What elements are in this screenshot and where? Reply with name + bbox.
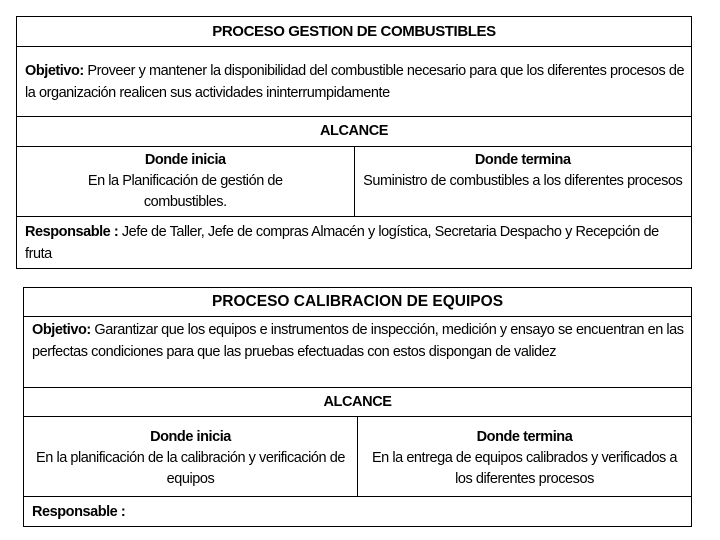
scope-start-text: En la planificación de la calibración y verificación de equipos	[36, 450, 345, 487]
responsible-cell	[17, 217, 692, 269]
objective-label: Objetivo:	[25, 63, 84, 79]
scope-end-label: Donde termina	[476, 429, 573, 445]
scope-start-cell	[17, 147, 355, 217]
objective-label: Objetivo:	[32, 322, 91, 338]
scope-start-cell	[24, 417, 358, 497]
objective-text: Proveer y mantener la disponibilidad del combustible necesario para que los diferentes procesos de la organización realicen sus actividades ininterrumpidamente	[25, 63, 685, 101]
objective-cell	[17, 47, 692, 117]
scope-end-cell	[358, 417, 692, 497]
responsible-cell	[24, 497, 692, 527]
process-title: PROCESO CALIBRACION DE EQUIPOS	[24, 288, 692, 317]
responsible-label: Responsable :	[25, 224, 119, 240]
scope-header: ALCANCE	[24, 388, 692, 417]
responsible-label: Responsable :	[32, 504, 126, 520]
process-table-combustibles	[16, 16, 692, 269]
objective-text: Garantizar que los equipos e instrumentos de inspección, medición y ensayo se encuentran en las perfectas condiciones para que las pruebas efectuadas con estos dispongan de validez	[32, 322, 684, 360]
objective-cell	[24, 317, 692, 388]
scope-start-label: Donde inicia	[150, 429, 231, 445]
scope-end-text: Suministro de combustibles a los diferentes procesos	[363, 173, 683, 189]
scope-start-label: Donde inicia	[144, 152, 226, 168]
scope-end-text: En la entrega de equipos calibrados y verificados a los diferentes procesos	[371, 450, 678, 487]
scope-end-cell	[354, 147, 692, 217]
scope-start-text: En la Planificación de gestión de combustibles.	[87, 173, 283, 210]
scope-header: ALCANCE	[17, 117, 692, 147]
process-title: PROCESO GESTION DE COMBUSTIBLES	[17, 17, 692, 47]
responsible-text: Jefe de Taller, Jefe de compras Almacén y logística, Secretaria Despacho y Recepción de fruta	[25, 224, 659, 262]
process-table-calibracion	[23, 287, 692, 527]
scope-end-label: Donde termina	[474, 152, 571, 168]
